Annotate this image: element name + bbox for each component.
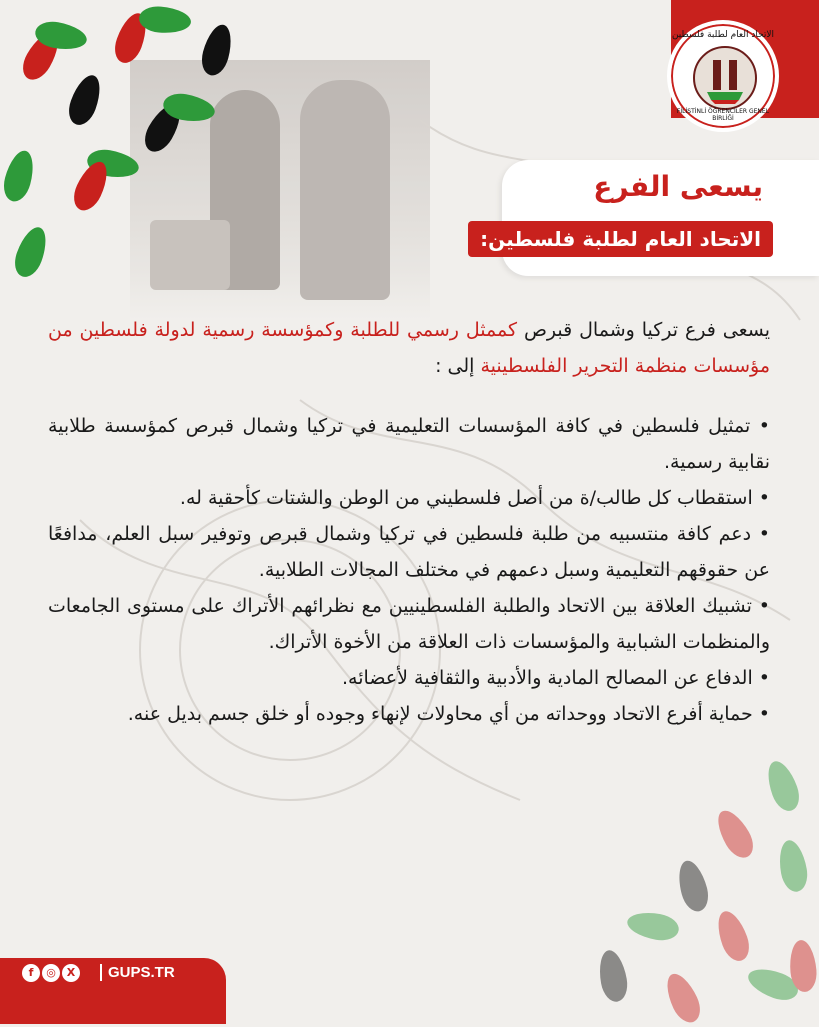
list-item: • حماية أفرع الاتحاد ووحداته من أي محاولات لإنهاء وجوده أو خلق جسم بديل عنه. bbox=[127, 703, 770, 725]
instagram-icon[interactable]: ◎ bbox=[42, 964, 60, 982]
logo-turkish-text: FİLİSTİNLİ ÖĞRENCİLER GENEL BİRLİĞİ bbox=[676, 108, 770, 122]
list-item: • دعم كافة منتسبيه من طلبة فلسطين في تركيا وشمال قبرص وتوفير سبل العلم، مدافعًا عن حقوقهم التعليمية وسبل دعمهم في مختلف المجالات الطلابية. bbox=[48, 523, 770, 581]
gups-emblem-icon bbox=[693, 46, 757, 110]
intro-part-3: إلى : bbox=[435, 355, 481, 377]
x-icon[interactable]: X bbox=[62, 964, 80, 982]
logo-arabic-text: الاتحاد العام لطلبة فلسطين bbox=[671, 30, 775, 40]
page-title: يسعى الفرع bbox=[593, 170, 763, 203]
intro-part-1: يسعى فرع تركيا وشمال قبرص bbox=[517, 319, 770, 341]
intro-paragraph bbox=[48, 312, 770, 384]
list-item: • الدفاع عن المصالح المادية والأدبية والثقافية لأعضائه. bbox=[342, 667, 770, 689]
intro-part-2: كممثل رسمي للطلبة وكمؤسسة رسمية لدولة فلسطين من مؤسسات منظمة التحرير الفلسطينية bbox=[48, 319, 770, 377]
facebook-icon[interactable]: f bbox=[22, 964, 40, 982]
list-item: • تشبيك العلاقة بين الاتحاد والطلبة الفلسطينيين مع نظرائهم الأتراك على مستوى الجامعات والمنظمات الشبابية والمؤسسات ذات العلاقة من الأخوة الأتراك. bbox=[48, 595, 770, 653]
social-icons bbox=[22, 964, 80, 982]
social-handle[interactable]: GUPS.TR bbox=[100, 964, 175, 981]
list-item: • تمثيل فلسطين في كافة المؤسسات التعليمية في تركيا وشمال قبرص كمؤسسة طلابية نقابية رسمية. bbox=[48, 415, 770, 473]
list-item: • استقطاب كل طالب/ة من أصل فلسطيني من الوطن والشتات كأحقية له. bbox=[179, 487, 770, 509]
gups-logo bbox=[667, 20, 779, 132]
page-subtitle: الاتحاد العام لطلبة فلسطين: bbox=[468, 221, 773, 257]
goals-list bbox=[48, 408, 770, 732]
